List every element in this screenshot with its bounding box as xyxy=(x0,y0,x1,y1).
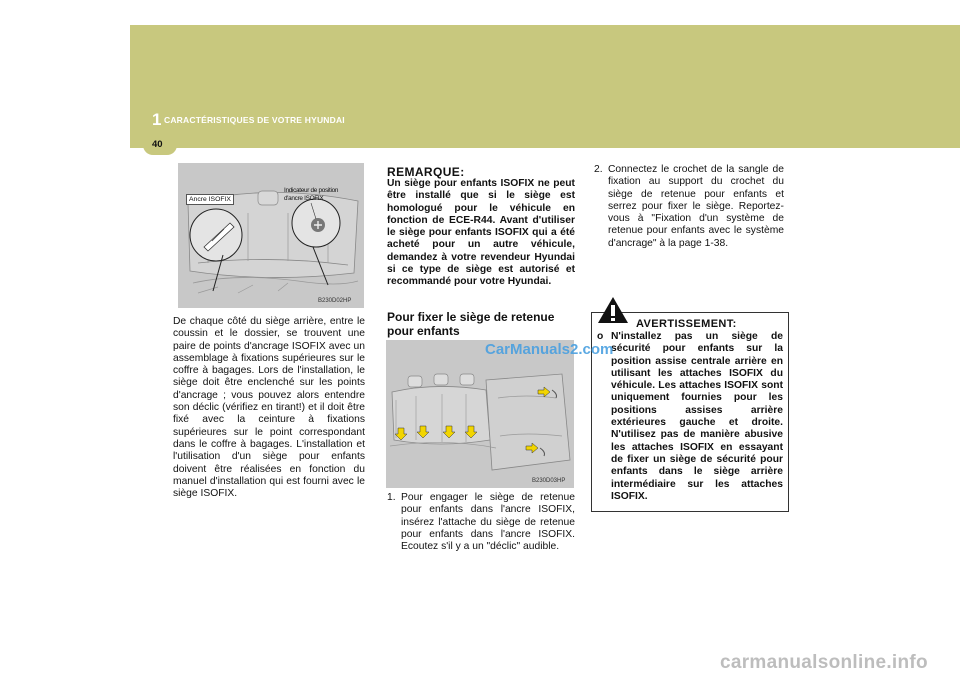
rear-bench-illustration xyxy=(386,340,574,488)
step-1-text: Pour engager le siège de retenue pour enfants dans l'ancre ISOFIX, insérez l'attache du siège de retenue pour enfants dans l'ancre ISOFIX. Ecoutez s'il y a un "déclic" audible. xyxy=(401,492,575,553)
footer-watermark: carmanualsonline.info xyxy=(720,652,928,673)
anchor-label: Ancre ISOFIX xyxy=(186,194,234,205)
step-2-text: Connectez le crochet de la sangle de fixation au support du crochet du siège de retenue pour enfants et serrez pour fixer le siège. Reportez-vous à "Fixation d'un système de retenue pour enfants avec le système d'ancrage" à la page 1-38. xyxy=(608,164,784,249)
watermark: CarManuals2.com xyxy=(485,341,614,358)
page-number: 40 xyxy=(152,139,163,150)
indicator-label-line2: d'ancre ISOFIX xyxy=(284,195,324,202)
figure2-caption: B230D03HP xyxy=(532,478,566,484)
step-1 xyxy=(387,492,575,553)
rear-seat-illustration xyxy=(178,163,364,308)
warning-text: N'installez pas un siège de sécurité pour enfants sur la position assise centrale arrière en utilisant les attaches ISOFIX du véhicule. Les attaches ISOFIX sont uniquement fournies pour les positions assises arrière extérieures gauche et droite. N'utilisez pas de manière abusive les attaches ISOFIX en essayant de fixer un siège de sécurité pour enfants dans le siège arrière intermédiaire sur les attaches ISOFIX. xyxy=(611,331,783,502)
step-2 xyxy=(594,164,784,250)
warning-bullet: o xyxy=(597,331,604,342)
step-2-number: 2. xyxy=(594,164,603,175)
remarque-title: REMARQUE: xyxy=(387,165,465,179)
indicator-label-line1: Indicateur de position xyxy=(284,187,339,194)
child-seat-install-figure xyxy=(386,340,574,488)
isofix-description: De chaque côté du siège arrière, entre le coussin et le dossier, se trouvent une paire de points d'ancrage ISOFIX avec un assemblage à fixations supérieures sur le coffre à bagages. Lors de l'installation, le siège doit être enclenché sur les points d'ancrage ; vous pouvez alors entendre son déclic (vérifiez en tirant!) et il doit être fixé avec la ceinture à fixations supérieures sur le point correspondant dans le coffre à bagages. L'installation et l'utilisation d'un siège pour enfants doivent être réalisées en fonction du manuel d'installation qui est fourni avec le siège ISOFIX. xyxy=(173,316,365,500)
step-1-number: 1. xyxy=(387,492,396,503)
figure1-caption: B230D02HP xyxy=(318,298,352,304)
chapter-number: 1 xyxy=(152,110,162,129)
remarque-body: Un siège pour enfants ISOFIX ne peut être installé que si le siège est homologué pour le véhicule en fonction de ECE-R44. Avant d'utiliser le siège pour enfants ISOFIX qui a été acheté pour un autre véhicule, demandez à votre revendeur Hyundai si ce type de siège est autorisé et recommandé pour votre Hyundai. xyxy=(387,178,575,288)
warning-title: AVERTISSEMENT: xyxy=(636,318,737,330)
chapter-title: CARACTÉRISTIQUES DE VOTRE HYUNDAI xyxy=(164,115,345,125)
indicator-label xyxy=(282,186,340,204)
warning-triangle-icon xyxy=(597,296,629,324)
section-heading: Pour fixer le siège de retenue pour enfants xyxy=(387,310,555,338)
isofix-seat-figure xyxy=(178,163,364,308)
